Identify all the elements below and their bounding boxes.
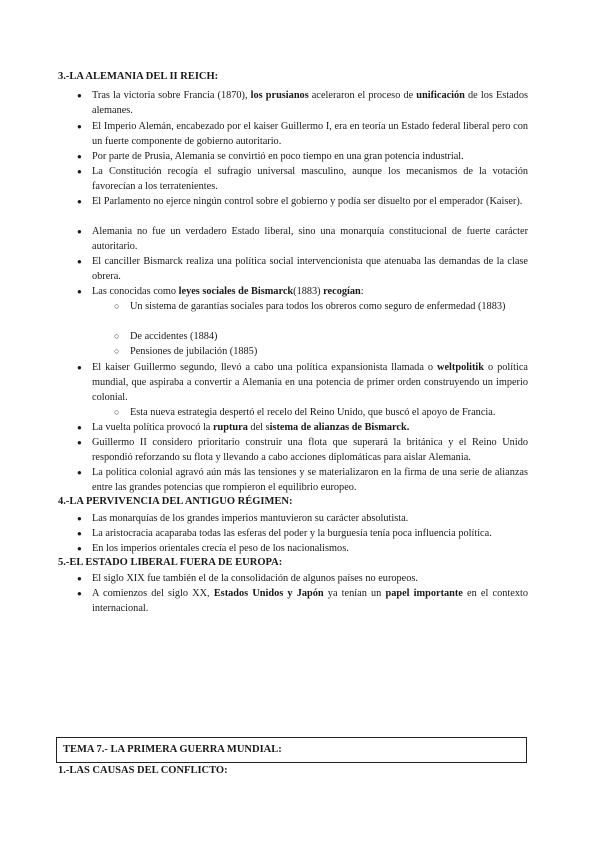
section-5-title: 5.-EL ESTADO LIBERAL FUERA DE EUROPA:	[58, 557, 283, 568]
sub-list-item: Un sistema de garantías sociales para todos los obreros como seguro de enfermedad (1883)	[130, 301, 506, 312]
list-item: Tras la victoria sobre Francia (1870), los prusianos aceleraron el proceso de unificación de los Estados alemanes.	[92, 90, 528, 117]
list-item: Por parte de Prusia, Alemania se convirtió en poco tiempo en una gran potencia industrial.	[92, 151, 464, 162]
list-item: La Constitución recogía el sufragio universal masculino, aunque los mecanismos de la votación favorecían a los terratenientes.	[92, 166, 528, 193]
list-item: Guillermo II considero prioritario construir una flota que superará la británica y el Reino Unido respondió reforzando su flota y llevando a cabo acciones diplomáticas para aislar Alemania.	[92, 437, 528, 464]
bullet-icon: ●	[77, 227, 82, 236]
bullet-icon: ●	[77, 423, 82, 432]
bullet-icon: ●	[77, 589, 82, 598]
bullet-icon: ●	[77, 574, 82, 583]
bullet-icon: ●	[77, 529, 82, 538]
list-item: La aristocracia acaparaba todas las esferas del poder y la burguesía tenía poca influencia política.	[92, 528, 492, 539]
circle-bullet-icon: ○	[114, 331, 120, 341]
list-item: El Imperio Alemán, encabezado por el kaiser Guillermo I, era en teoría un Estado federal liberal pero con un fuerte componente de gobierno autoritario.	[92, 121, 528, 148]
list-item: Las conocidas como leyes sociales de Bismarck(1883) recogían:	[92, 286, 364, 297]
bullet-icon: ●	[77, 544, 82, 553]
list-item: El canciller Bismarck realiza una política social intervencionista que atenuaba las demandas de la clase obrera.	[92, 256, 528, 283]
bullet-icon: ●	[77, 287, 82, 296]
list-item: El Parlamento no ejerce ningún control sobre el gobierno y podía ser disuelto por el emperador (Kaiser).	[92, 196, 523, 207]
topic-title-box	[56, 737, 527, 763]
list-item: Alemania no fue un verdadero Estado liberal, sino una monarquía constitucional de fuerte carácter autoritario.	[92, 226, 528, 253]
list-item: Las monarquías de los grandes imperios mantuvieron su carácter absolutista.	[92, 513, 409, 524]
bullet-icon: ●	[77, 438, 82, 447]
circle-bullet-icon: ○	[114, 301, 120, 311]
topic-title: TEMA 7.- LA PRIMERA GUERRA MUNDIAL:	[63, 744, 282, 755]
bullet-icon: ●	[77, 514, 82, 523]
sub-list-item: De accidentes (1884)	[130, 331, 218, 342]
bullet-icon: ●	[77, 122, 82, 131]
section-3-title: 3.-LA ALEMANIA DEL II REICH:	[58, 71, 219, 82]
bullet-icon: ●	[77, 167, 82, 176]
bullet-icon: ●	[77, 152, 82, 161]
list-item: A comienzos del siglo XX, Estados Unidos y Japón ya tenían un papel importante en el contexto internacional.	[92, 588, 528, 615]
sub-list-item: Esta nueva estrategia despertó el recelo del Reino Unido, que buscó el apoyo de Francia.	[130, 407, 496, 418]
bullet-icon: ●	[77, 468, 82, 477]
sub-list-item: Pensiones de jubilación (1885)	[130, 346, 258, 357]
circle-bullet-icon: ○	[114, 407, 120, 417]
list-item: En los imperios orientales crecía el peso de los nacionalismos.	[92, 543, 349, 554]
bullet-icon: ●	[77, 257, 82, 266]
list-item: El siglo XIX fue también el de la consolidación de algunos países no europeos.	[92, 573, 418, 584]
section-4-title: 4.-LA PERVIVENCIA DEL ANTIGUO RÉGIMEN:	[58, 496, 293, 507]
topic-subtitle: 1.-LAS CAUSAS DEL CONFLICTO:	[58, 765, 228, 776]
list-item: La política colonial agravó aún más las tensiones y se materializaron en la firma de una serie de alianzas entre las grandes potencias que rompieron el equilibrio europeo.	[92, 467, 528, 494]
bullet-icon: ●	[77, 91, 82, 100]
bullet-icon: ●	[77, 197, 82, 206]
bullet-icon: ●	[77, 363, 82, 372]
list-item: El kaiser Guillermo segundo, llevó a cabo una política expansionista llamada o weltpolitik o política mundial, que aspiraba a convertir a Alemania en una potencia de primer orden construyendo un imperio colonial.	[92, 362, 528, 404]
list-item: La vuelta política provocó la ruptura del sistema de alianzas de Bismarck.	[92, 422, 410, 433]
circle-bullet-icon: ○	[114, 346, 120, 356]
